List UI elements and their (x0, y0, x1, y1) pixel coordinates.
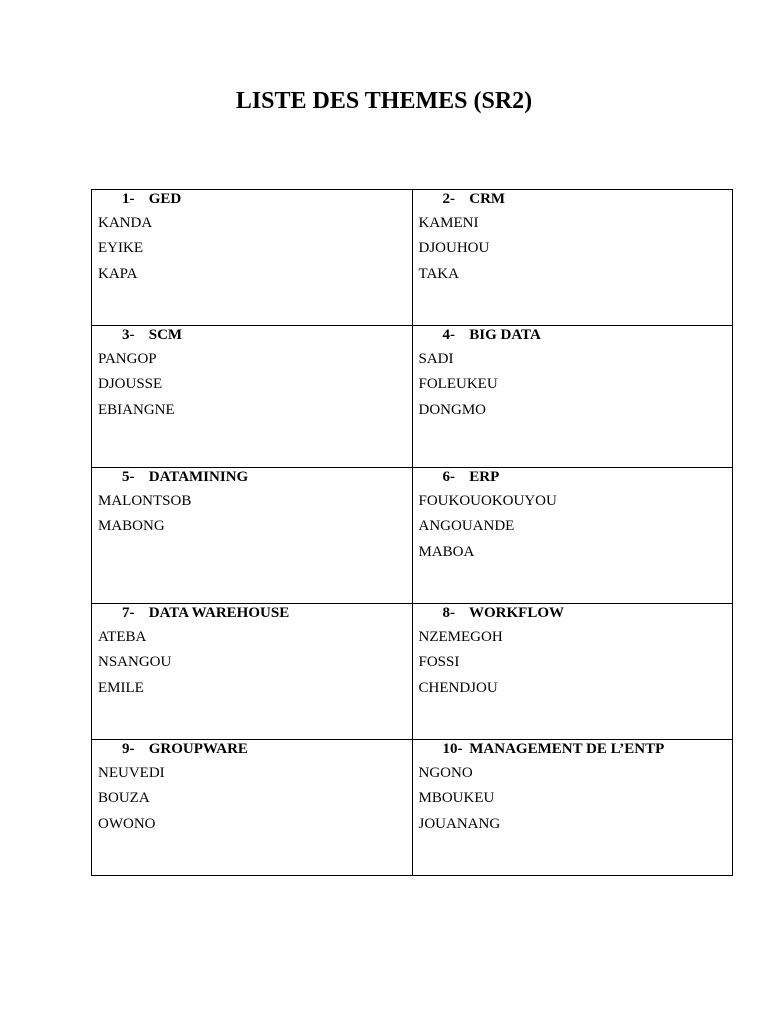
member-name: NZEMEGOH (418, 629, 503, 645)
theme-name: GED (148, 191, 182, 207)
theme-heading (98, 190, 406, 208)
member-name: JOUANANG (418, 815, 501, 832)
member-list (419, 489, 727, 565)
theme-heading (419, 326, 727, 344)
theme-cell-5 (92, 468, 413, 604)
member-name: FOUKOUOKOUYOU (418, 493, 557, 509)
member-name: BOUZA (98, 790, 150, 807)
member-name: NEUVEDI (98, 765, 165, 781)
theme-name: DATAMINING (148, 469, 249, 485)
member-name: MALONTSOB (98, 493, 192, 509)
themes-table (91, 189, 733, 876)
theme-cell-7 (92, 604, 413, 740)
theme-cell-10 (412, 740, 733, 876)
theme-heading (98, 740, 406, 758)
member-list (419, 761, 727, 837)
theme-number: 10- (442, 741, 463, 757)
member-name: KAPA (98, 265, 138, 282)
member-list (419, 625, 727, 701)
member-name: EMILE (98, 679, 144, 696)
theme-heading (98, 604, 406, 622)
theme-name: CRM (469, 191, 506, 207)
theme-name: BIG DATA (469, 327, 541, 343)
theme-heading (419, 468, 727, 486)
theme-number: 9- (122, 741, 135, 757)
table-row (92, 326, 733, 468)
table-row (92, 190, 733, 326)
member-name: OWONO (98, 815, 156, 832)
member-name: TAKA (418, 265, 459, 282)
theme-number: 8- (442, 605, 455, 621)
theme-name: SCM (148, 327, 183, 343)
member-name: DJOUSSE (98, 376, 163, 393)
theme-name: WORKFLOW (468, 605, 564, 621)
member-list (98, 625, 406, 701)
member-name: ANGOUANDE (418, 518, 515, 535)
theme-number: 5- (122, 469, 135, 485)
member-name: DJOUHOU (418, 240, 490, 257)
member-name: EBIANGNE (98, 401, 175, 418)
member-name: DONGMO (418, 401, 486, 418)
theme-cell-8 (412, 604, 733, 740)
member-list (98, 211, 406, 287)
theme-name: MANAGEMENT DE L’ENTP (469, 741, 665, 757)
theme-name: DATA WAREHOUSE (148, 605, 290, 621)
member-name: ATEBA (98, 629, 147, 645)
member-name: MABONG (98, 518, 165, 535)
member-list (98, 347, 406, 423)
member-name: FOLEUKEU (418, 376, 498, 393)
member-name: NGONO (418, 765, 473, 781)
theme-heading (98, 326, 406, 344)
theme-name: ERP (469, 469, 500, 485)
member-name: SADI (418, 351, 454, 367)
document-title: LISTE DES THEMES (SR2) (235, 88, 533, 114)
member-name: MABOA (418, 543, 475, 560)
theme-number: 1- (122, 191, 135, 207)
theme-cell-4 (412, 326, 733, 468)
theme-number: 4- (442, 327, 455, 343)
member-name: FOSSI (418, 654, 460, 671)
theme-number: 3- (122, 327, 135, 343)
member-name: PANGOP (98, 351, 157, 367)
theme-cell-3 (92, 326, 413, 468)
theme-cell-1 (92, 190, 413, 326)
theme-cell-9 (92, 740, 413, 876)
theme-heading (98, 468, 406, 486)
member-name: NSANGOU (98, 654, 172, 671)
member-list (98, 489, 406, 540)
theme-number: 7- (122, 605, 135, 621)
member-name: KANDA (98, 215, 153, 231)
theme-heading (419, 604, 727, 622)
table-row (92, 468, 733, 604)
theme-cell-6 (412, 468, 733, 604)
theme-cell-2 (412, 190, 733, 326)
member-name: CHENDJOU (418, 679, 498, 696)
member-list (419, 211, 727, 287)
member-list (98, 761, 406, 837)
table-row (92, 604, 733, 740)
theme-heading (419, 740, 727, 758)
table-row (92, 740, 733, 876)
member-name: EYIKE (98, 240, 143, 257)
member-name: MBOUKEU (418, 790, 495, 807)
theme-heading (419, 190, 727, 208)
theme-number: 2- (442, 191, 455, 207)
theme-name: GROUPWARE (148, 741, 248, 757)
member-name: KAMENI (418, 215, 479, 231)
theme-number: 6- (442, 469, 455, 485)
member-list (419, 347, 727, 423)
